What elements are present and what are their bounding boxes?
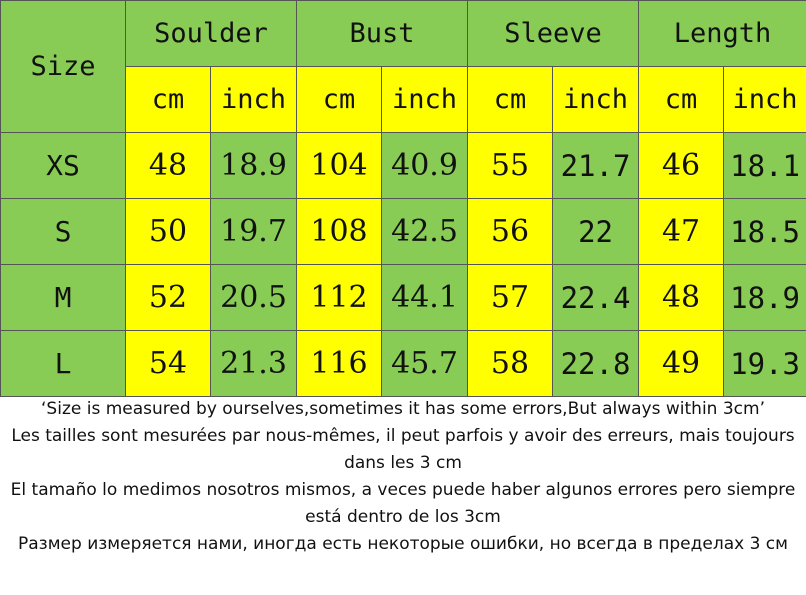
unit-header-cm: cm: [126, 67, 211, 133]
row-size-label: S: [1, 199, 126, 265]
bust-inch-cell: 44.1: [382, 265, 468, 331]
shoulder-cm-cell: 54: [126, 331, 211, 397]
length-cm-cell: 49: [639, 331, 724, 397]
table-row-m: [1, 265, 806, 331]
group-header-bust: Bust: [297, 1, 468, 67]
bust-inch-cell: 45.7: [382, 331, 468, 397]
shoulder-inch-cell: 18.9: [211, 133, 297, 199]
table-row-l: [1, 331, 806, 397]
length-cm-cell: 47: [639, 199, 724, 265]
sleeve-cm-cell: 57: [468, 265, 553, 331]
length-inch-cell: 18.1: [724, 133, 806, 199]
note-spanish: El tamaño lo medimos nosotros mismos, a veces puede haber algunos errores pero siempre está dentro de los 3cm: [10, 480, 796, 527]
note-russian: Размер измеряется нами, иногда есть некоторые ошибки, но всегда в пределах 3 см: [18, 534, 788, 554]
shoulder-cm-cell: 52: [126, 265, 211, 331]
bust-inch-cell: 40.9: [382, 133, 468, 199]
unit-header-cm: cm: [639, 67, 724, 133]
shoulder-inch-cell: 21.3: [211, 331, 297, 397]
unit-header-inch: inch: [382, 67, 468, 133]
sleeve-cm-cell: 56: [468, 199, 553, 265]
row-size-label: M: [1, 265, 126, 331]
header-row-groups: [1, 1, 806, 67]
note-english: ‘Size is measured by ourselves,sometimes it has some errors,But always within 3cm’: [41, 399, 765, 419]
bust-cm-cell: 116: [297, 331, 382, 397]
measurement-disclaimer: [0, 396, 806, 595]
unit-header-inch: inch: [211, 67, 297, 133]
length-inch-cell: 18.5: [724, 199, 806, 265]
table-row-xs: [1, 133, 806, 199]
length-inch-cell: 18.9: [724, 265, 806, 331]
sleeve-inch-cell: 22.4: [553, 265, 639, 331]
bust-cm-cell: 104: [297, 133, 382, 199]
shoulder-inch-cell: 19.7: [211, 199, 297, 265]
shoulder-inch-cell: 20.5: [211, 265, 297, 331]
bust-cm-cell: 108: [297, 199, 382, 265]
sleeve-cm-cell: 55: [468, 133, 553, 199]
length-cm-cell: 46: [639, 133, 724, 199]
sleeve-inch-cell: 22.8: [553, 331, 639, 397]
bust-inch-cell: 42.5: [382, 199, 468, 265]
unit-header-cm: cm: [297, 67, 382, 133]
bust-cm-cell: 112: [297, 265, 382, 331]
sleeve-inch-cell: 22: [553, 199, 639, 265]
length-cm-cell: 48: [639, 265, 724, 331]
unit-header-cm: cm: [468, 67, 553, 133]
shoulder-cm-cell: 50: [126, 199, 211, 265]
unit-header-inch: inch: [724, 67, 806, 133]
unit-header-inch: inch: [553, 67, 639, 133]
group-header-length: Length: [639, 1, 806, 67]
group-header-shoulder: Soulder: [126, 1, 297, 67]
row-size-label: L: [1, 331, 126, 397]
size-column-header: Size: [1, 1, 126, 133]
note-french: Les tailles sont mesurées par nous-mêmes, il peut parfois y avoir des erreurs, mais toujours dans les 3 cm: [11, 426, 795, 473]
row-size-label: XS: [1, 133, 126, 199]
sleeve-inch-cell: 21.7: [553, 133, 639, 199]
group-header-sleeve: Sleeve: [468, 1, 639, 67]
table-row-s: [1, 199, 806, 265]
sleeve-cm-cell: 58: [468, 331, 553, 397]
shoulder-cm-cell: 48: [126, 133, 211, 199]
length-inch-cell: 19.3: [724, 331, 806, 397]
